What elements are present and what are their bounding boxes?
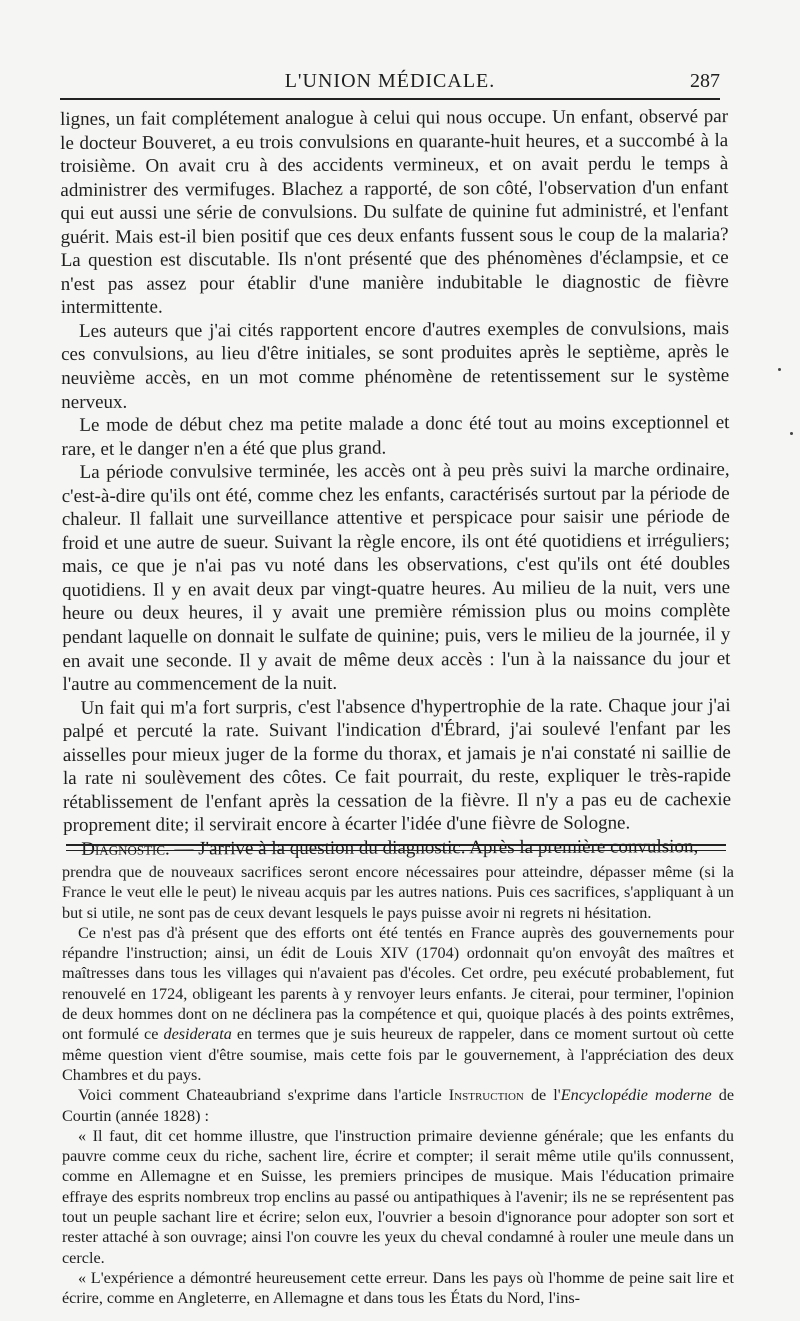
ink-speck bbox=[778, 368, 781, 371]
paragraph-3: Le mode de début chez ma petite malade a donc été tout au moins exceptionnel et rare, et le danger n'en a été que plus grand. bbox=[61, 412, 730, 460]
feuilleton-p2-italic: desiderata bbox=[163, 1025, 232, 1044]
paragraph-4: La période convulsive terminée, les accès ont à peu près suivi la marche ordinaire, c'est-à-dire qu'ils ont été, comme chez les enfants, caractérisés surtout par la période de chaleur. Il fallait une surveillance attentive et perspicace pour saisir une période de froid et une autre de sueur. Suivant la règle encore, ils ont été quotidiens et irréguliers; mais, ce que je n'ai pas vu noté dans les observations, c'est qu'ils ont été doubles quotidiens. Il y en avait deux par vingt-quatre heures. Au milieu de la nuit, vers une heure ou deux heures, il y avait une première rémission plus ou moins complète pendant laquelle on donnait le sulfate de quinine; puis, vers le milieu de la journée, il y en avait une seconde. Il y avait de même deux accès : l'un à la naissance du jour et l'autre au commencement de la nuit. bbox=[61, 459, 731, 696]
paragraph-2: Les auteurs que j'ai cités rapportent encore d'autres exemples de convulsions, mais ces convulsions, au lieu d'être initiales, se sont produites après le septième, après le neuvième accès, en un mot comme phénomène de retentissement sur le système nerveux. bbox=[61, 318, 730, 413]
feuilleton-paragraph-5: « L'expérience a démontré heureusement cette erreur. Dans les pays où l'homme de peine sait lire et écrire, comme en Angleterre, en Allemagne et dans tous les États du Nord, l'ins- bbox=[62, 1268, 734, 1308]
running-title: L'UNION MÉDICALE. bbox=[284, 70, 496, 92]
paragraph-5: Un fait qui m'a fort surpris, c'est l'absence d'hypertrophie de la rate. Chaque jour j'ai palpé et percuté la rate. Suivant l'indication d'Ébrard, j'ai soulevé l'enfant par les aisselles pour mieux juger de la forme du thorax, et jamais je n'ai constaté ni saillie de la rate ni soulèvement des côtes. Ce fait pourrait, du reste, expliquer le très-rapide rétablissement de l'enfant après la cessation de la fièvre. Il n'y a pas eu de cachexie proprement dite; il servirait encore à écarter l'idée d'une fièvre de Sologne. bbox=[62, 694, 732, 837]
feuilleton-p2-text: Ce n'est pas d'à présent que des efforts ont été tentés en France auprès des gouvernements pour répandre l'instruction; ainsi, un édit de Louis XIV (1704) ordonnait qu'on envoyât des maîtres et maîtresses dans tous les villages qui n'avaient pas d'écoles. Cet ordre, peu exécuté probablement, fut renouvelé en 1724, obligeant les parents à y renvoyer leurs enfants. Je citerai, pour terminer, l'opinion de deux hommes dont on ne déclinera pas la compétence et qui, quoique placés à des points extrêmes, ont formulé ce bbox=[62, 923, 734, 1044]
paragraph-6-text: — J'arrive à la question du diagnostic. Après la première convulsion, bbox=[169, 836, 699, 860]
feuilleton-paragraph-1: prendra que de nouveaux sacrifices seront encore nécessaires pour atteindre, dépasser même (si la France le veut elle le peut) le niveau acquis par les autres nations. Puis ces sacrifices, s'appliquant à un but si utile, ne sont pas de ceux devant lesquels le pays puisse avoir ni regrets ni hésitation. bbox=[62, 863, 734, 922]
feuilleton-p2-end: en termes que je suis heureux de rappeler, dans ce moment surtout où cette même question vient d'être soumise, mais cette fois par le gouvernement, à l'appréciation des deux Chambres et du pays. bbox=[62, 1025, 734, 1084]
feuilleton-section bbox=[62, 862, 734, 1309]
feuilleton-paragraph-4: « Il faut, dit cet homme illustre, que l'instruction primaire devienne générale; que les enfants du pauvre comme ceux du riche, sachent lire, écrire et compter; il serait même utile qu'ils connussent, comme en Allemagne et en Suisse, les premiers principes de musique. Mais l'éducation primaire effraye des esprits nombreux trop enclins au passé ou antipathiques à l'avenir; ils ne se représentent pas tout un peuple sachant lire et écrire; selon eux, l'ouvrier a besoin d'ignorance pour adopter son sort et rester attaché à son ouvrage; ainsi l'on couvre les yeux du cheval condamné à rouler une meule dans un cercle. bbox=[62, 1126, 734, 1267]
feuilleton-paragraph-2 bbox=[62, 923, 734, 1085]
header-rule bbox=[60, 98, 720, 100]
page-number: 287 bbox=[690, 70, 720, 92]
ink-speck bbox=[790, 432, 793, 435]
feuilleton-separator bbox=[66, 844, 726, 851]
feuilleton-p3-smallcaps: Instruction bbox=[448, 1086, 524, 1105]
feuilleton-p3-mid: de l' bbox=[523, 1086, 561, 1105]
feuilleton-p3-italic: Encyclopédie moderne bbox=[560, 1086, 712, 1105]
feuilleton-p3-start: Voici comment Chateaubriand s'exprime dans l'article bbox=[78, 1086, 449, 1105]
section-heading-diagnostic: Diagnostic. bbox=[81, 838, 170, 860]
feuilleton-p3-end: de Courtin (année 1828) : bbox=[62, 1086, 735, 1125]
feuilleton-paragraph-3 bbox=[62, 1085, 734, 1126]
paragraph-1: lignes, un fait complétement analogue à celui qui nous occupe. Un enfant, observé par le docteur Bouveret, a eu trois convulsions en quarante-huit heures, et a succombé à la troisième. On avait cru à des accidents vermineux, et on avait perdu le temps à administrer des vermifuges. Blachez a rapporté, de son côté, l'observation d'un enfant qui eut aussi une série de convulsions. Du sulfate de quinine fut administré, et l'enfant guérit. Mais est-il bien positif que ces deux enfants fussent sous le coup de la malaria? La question est discutable. Ils n'ont présenté que des phénomènes d'éclampsie, et ce n'est pas assez pour établir d'une manière indubitable le diagnostic de fièvre intermittente. bbox=[60, 106, 729, 319]
main-article bbox=[60, 105, 731, 861]
page-header bbox=[60, 66, 720, 94]
